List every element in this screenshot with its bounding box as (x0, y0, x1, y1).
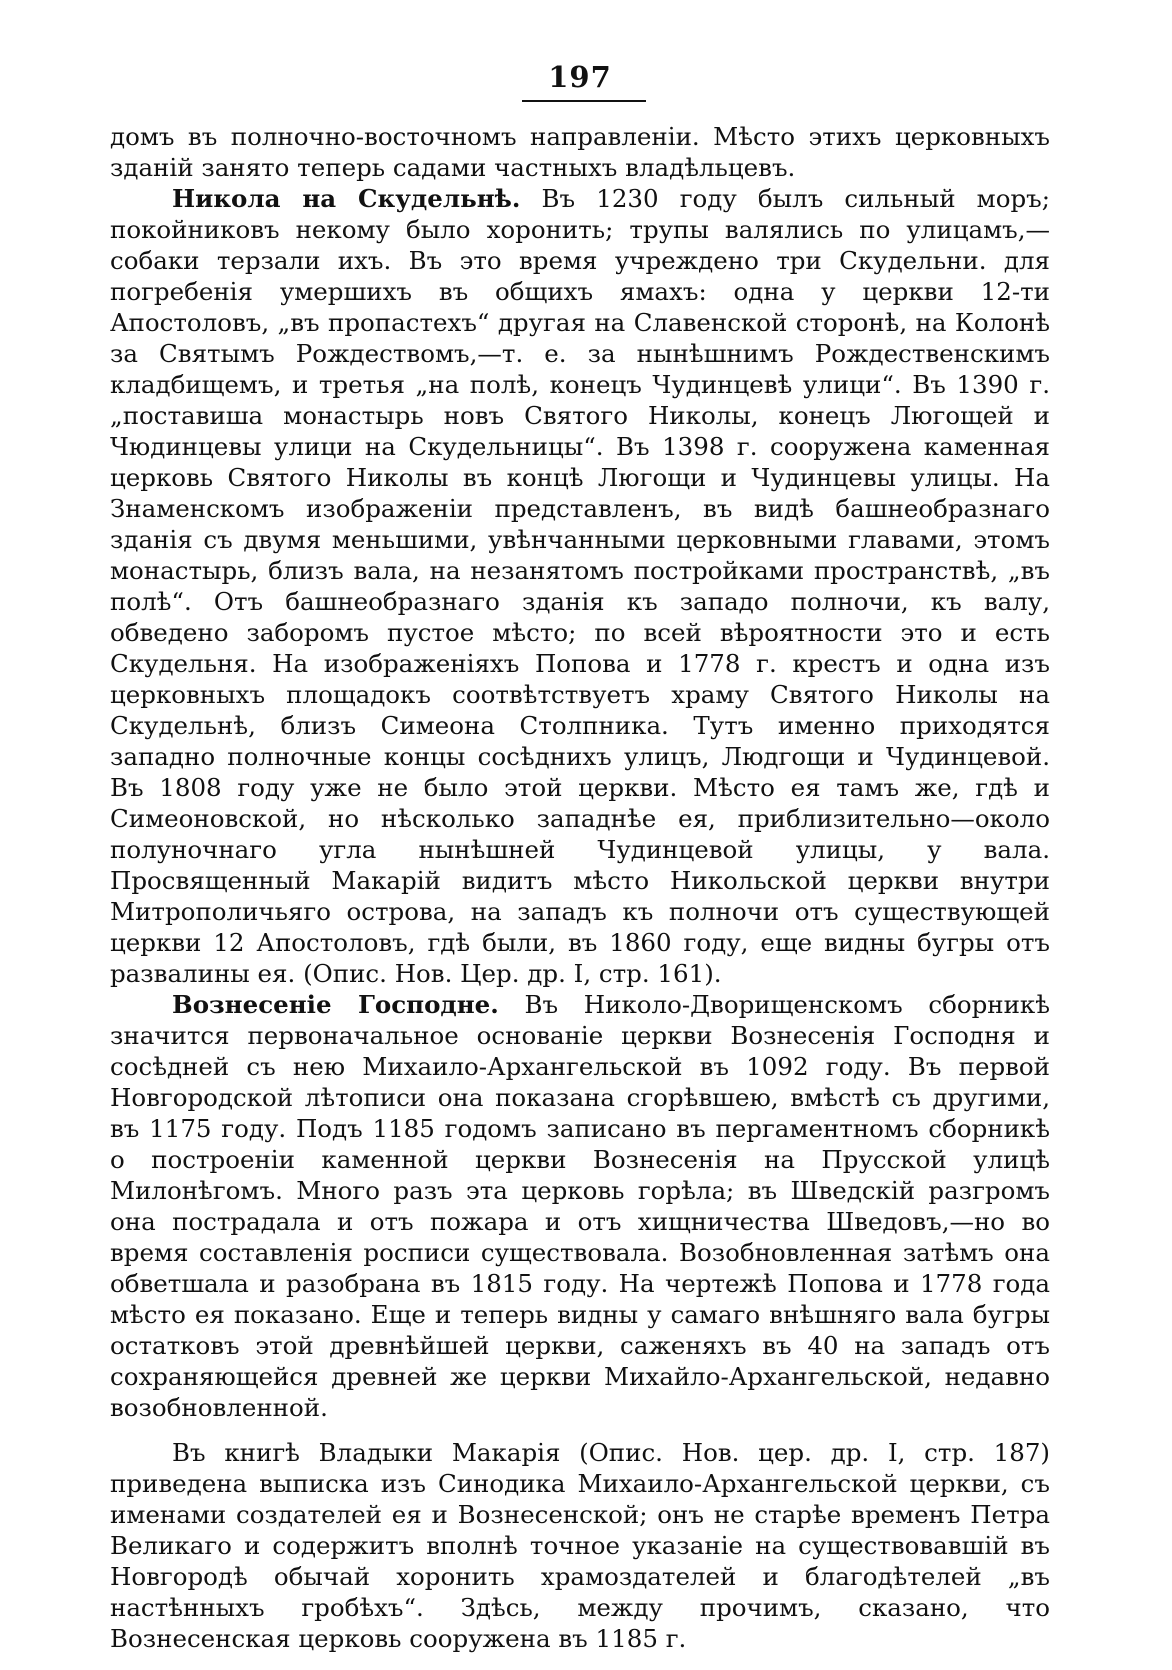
paragraph-text: Въ книгѣ Владыки Макарія (Опис. Нов. цер. др. I, стр. 187) приведена выписка изъ Синодика Михаило-Архангельской церкви, съ именами создателей ея и Вознесенской; онъ не старѣе временъ Петра Великаго и содержитъ вполнѣ точное указаніе на существовавшій въ Новгородѣ обычай хоронить храмоздателей и благодѣтелей „въ настѣнныхъ гробѣхъ“. Здѣсь, между прочимъ, сказано, что Вознесенская церковь сооружена въ 1185 г. (110, 1438, 1050, 1653)
paragraph-heading: Вознесеніе Господне. (172, 990, 499, 1019)
paragraph-text: домъ въ полночно-восточномъ направленіи. Мѣсто этихъ церковныхъ зданій занято теперь садами частныхъ владѣльцевъ. (110, 122, 1050, 182)
paragraph-continuation (110, 121, 1050, 183)
paragraph-voznesenie-gospodne (110, 989, 1050, 1423)
paragraph-text: Въ 1230 году былъ сильный моръ; покойниковъ некому было хоронить; трупы валялись по улицамъ,—собаки терзали ихъ. Въ это время учреждено три Скудельни. для погребенія умершихъ въ общихъ ямахъ: одна у церкви 12-ти Апостоловъ, „въ пропастехъ“ другая на Славенской сторонѣ, на Колонѣ за Святымъ Рождествомъ,—т. е. за нынѣшнимъ Рождественскимъ кладбищемъ, и третья „на полѣ, конецъ Чудинцевѣ улици“. Въ 1390 г. „поставиша монастырь новъ Святого Николы, конецъ Люгощей и Чюдинцевы улици на Скудельницы“. Въ 1398 г. сооружена каменная церковь Святого Николы въ концѣ Люгощи и Чудинцевы улицы. На Знаменскомъ изображеніи представленъ, въ видѣ башнеобразнаго зданія съ двумя меньшими, увѣнчанными церковными главами, этомъ монастырь, близъ вала, на незанятомъ постройками пространствѣ, „въ полѣ“. Отъ башнеобразнаго зданія къ западо полночи, къ валу, обведено заборомъ пустое мѣсто; по всей вѣроятности это и есть Скудельня. На изображеніяхъ Попова и 1778 г. крестъ и одна изъ церковныхъ площадокъ соотвѣтствуетъ храму Святого Николы на Скудельнѣ, близъ Симеона Столпника. Тутъ именно приходятся западно полночные концы сосѣднихъ улицъ, Людгощи и Чудинцевой. Въ 1808 году уже не было этой церкви. Мѣсто ея тамъ же, гдѣ и Симеоновской, но нѣсколько западнѣе ея, приблизительно—около полуночнаго угла нынѣшней Чудинцевой улицы, у вала. Просвященный Макарій видитъ мѣсто Никольской церкви внутри Митрополичьяго острова, на западъ къ полночи отъ существующей церкви 12 Апостоловъ, гдѣ были, въ 1860 году, еще видны бугры отъ развалины ея. (Опис. Нов. Цер. др. I, стр. 161). (110, 184, 1050, 988)
body-text (110, 121, 1050, 1654)
paragraph-nikola-na-skudelne (110, 183, 1050, 989)
paragraph-heading: Никола на Скудельнѣ. (172, 184, 521, 213)
paragraph-kniga-makariya (110, 1437, 1050, 1654)
page-number: 197 (548, 60, 612, 94)
page-number-rule (522, 100, 646, 102)
paragraph-text: Въ Николо-Дворищенскомъ сборникѣ значится первоначальное основаніе церкви Вознесенія Господня и сосѣдней съ нею Михаило-Архангельской въ 1092 году. Въ первой Новгородской лѣтописи она показана сгорѣвшею, вмѣстѣ съ другими, въ 1175 году. Подъ 1185 годомъ записано въ пергаментномъ сборникѣ о построеніи каменной церкви Вознесенія на Прусской улицѣ Милонѣгомъ. Много разъ эта церковь горѣла; въ Шведскій разгромъ она пострадала и отъ пожара и отъ хищничества Шведовъ,—но во время составленія росписи существовала. Возобновленная затѣмъ она обветшала и разобрана въ 1815 году. На чертежѣ Попова и 1778 года мѣсто ея показано. Еще и теперь видны у самаго внѣшняго вала бугры остатковъ этой древнѣйшей церкви, саженяхъ въ 40 на западъ отъ сохраняющейся древней же церкви Михайло-Архангельской, недавно возобновленной. (110, 990, 1050, 1422)
